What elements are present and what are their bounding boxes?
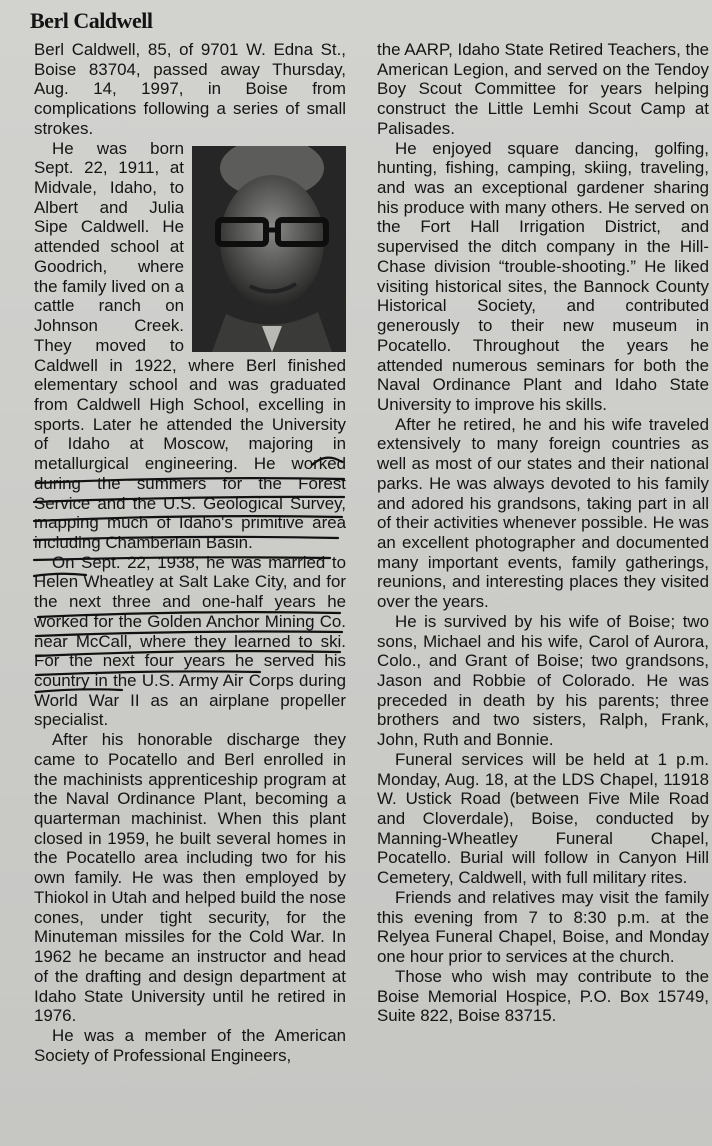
paragraph-memberships: He was a member of the American Society of Professional Engineers, xyxy=(34,1025,346,1065)
paragraph-career: After his honorable discharge they came to Pocatello and Berl enrolled in the machinists apprenticeship program at the Naval Ordinance Plant, becoming a quarterman machinist. When this plant closed in 1959, he built several homes in the Pocatello area including two for his own family. He was then employed by Thiokol in Utah and helped build the nose cones, under tight security, for the Minuteman missiles for the Cold War. In 1962 he became an instructor and head of the drafting and design department at Idaho State University until he retired in 1976. xyxy=(34,730,346,1026)
obituary-headline: Berl Caldwell xyxy=(30,8,153,33)
paragraph-death-notice: Berl Caldwell, 85, of 9701 W. Edna St., Boise 83704, passed away Thursday, Aug. 14, 1997, in Boise from complications following a series of small strokes. xyxy=(34,40,346,138)
paragraph-retirement: After he retired, he and his wife traveled extensively to many foreign countries as well as most of our states and their national parks. He was always devoted to his family and adored his grandsons, taking part in all of their activities whenever possible. He was an excellent photographer and documented many important events, family gatherings, reunions, and interesting places they visited over the years. xyxy=(377,414,709,612)
portrait-photo xyxy=(192,146,346,352)
paragraph-memberships-continued: the AARP, Idaho State Retired Teachers, the American Legion, and served on the Tendoy Boy Scout Committee for years helping construct the Little Lemhi Scout Camp at Palisades. xyxy=(377,40,709,138)
paragraph-survivors: He is survived by his wife of Boise; two sons, Michael and his wife, Carol of Aurora, Colo., and Grant of Boise; two grandsons, Jason and Robbie of Colorado. He was preceded in death by his parents; three brothers and two sisters, Ralph, Frank, John, Ruth and Bonnie. xyxy=(377,611,709,750)
left-column xyxy=(34,40,346,1065)
paragraph-early-life: He was born Sept. 22, 1911, at Midvale, Idaho, to Albert and Julia Sipe Caldwell. He attended school at Goodrich, where the family lived on a cattle ranch on Johnson Creek. They moved to Caldwell in 1922, where Berl finished elementary school and was graduated from Caldwell High School, excelling in sports. Later he attended the University of Idaho at Moscow, majoring in metallurgical engineering. He worked during the summers for the Forest Service and the U.S. Geological Survey, mapping much of Idaho's primitive area including Chamberlain Basin. xyxy=(34,138,346,552)
paragraph-visitation: Friends and relatives may visit the family this evening from 7 to 8:30 p.m. at the Relyea Funeral Chapel, Boise, and Monday one hour prior to services at the church. xyxy=(377,887,709,967)
paragraph-contributions: Those who wish may contribute to the Boise Memorial Hospice, P.O. Box 15749, Suite 822, Boise 83715. xyxy=(377,966,709,1026)
paragraph-marriage: On Sept. 22, 1938, he was married to Helen Wheatley at Salt Lake City, and for the next three and one-half years he worked for the Golden Anchor Mining Co. near McCall, where they learned to ski. For the next four years he served his country in the U.S. Army Air Corps during World War II as an airplane propeller specialist. xyxy=(34,552,346,730)
paragraph-funeral-services: Funeral services will be held at 1 p.m. Monday, Aug. 18, at the LDS Chapel, 11918 W. Ustick Road (between Five Mile Road and Cloverdale), Boise, conducted by Manning-Wheatley Funeral Chapel, Pocatello. Burial will follow in Canyon Hill Cemetery, Caldwell, with full military rites. xyxy=(377,749,709,888)
right-column xyxy=(377,40,709,1026)
paragraph-hobbies: He enjoyed square dancing, golfing, hunting, fishing, camping, skiing, traveling, and was an exceptional gardener sharing his produce with many others. He served on the Fort Hall Irrigation District, and supervised the ditch company in the Hill-Chase division “trouble-shooting.” He liked visiting historical sites, the Bannock County Historical Society, and contributed generously to their new museum in Pocatello. Throughout the years he attended numerous seminars for both the Naval Ordinance Plant and Idaho State University to improve his skills. xyxy=(377,138,709,414)
